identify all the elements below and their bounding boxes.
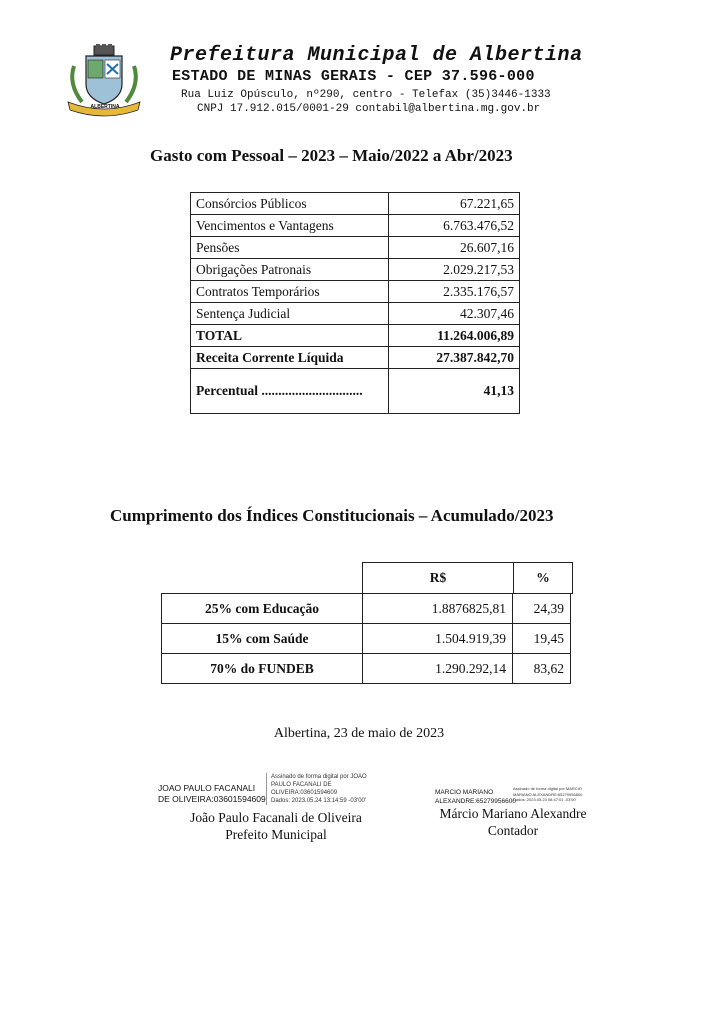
table-row: [191, 215, 520, 237]
col-pct-header: %: [514, 563, 573, 594]
percent-value: 41,13: [389, 369, 520, 414]
rcl-row: [191, 347, 520, 369]
digital-signature-info-2: Assinado de forma digital por MARCIO MARIANO ALEXANDRE:65279956600 Dados: 2023.05.23 08:47:01 -03'00': [513, 786, 583, 802]
municipality-title: Prefeitura Municipal de Albertina: [170, 44, 583, 67]
table-row: [191, 259, 520, 281]
col-rs-header: R$: [363, 563, 514, 594]
signature-stamp-name-2: MARCIO MARIANO ALEXANDRE:65279956600: [435, 789, 516, 805]
index-rs: 1.290.292,14: [363, 654, 513, 684]
row-label: Contratos Temporários: [191, 281, 389, 303]
index-rs: 1.8876825,81: [363, 594, 513, 624]
personnel-expense-title: Gasto com Pessoal – 2023 – Maio/2022 a Abr/2023: [150, 146, 513, 165]
table-row: [191, 237, 520, 259]
signatory-role: Prefeito Municipal: [225, 827, 327, 842]
index-label: 15% com Saúde: [162, 624, 363, 654]
cnpj-email-line: CNPJ 17.912.015/0001-29 contabil@albertina.mg.gov.br: [197, 103, 541, 115]
signatory-role: Contador: [487, 823, 539, 838]
rcl-label: Receita Corrente Líquida: [191, 347, 389, 369]
table-row: [162, 624, 571, 654]
signature-stamp-name-1: JOAO PAULO FACANALI DE OLIVEIRA:03601594609: [158, 783, 266, 804]
digital-signature-info-1: Assinado de forma digital por JOAO PAULO FACANALI DE OLIVEIRA:03601594609 Dados: 2023.05.24 13:14:59 -03'00': [266, 773, 367, 805]
index-pct: 24,39: [513, 594, 571, 624]
percent-row: [191, 369, 520, 414]
signatory-name: João Paulo Facanali de Oliveira: [190, 810, 362, 825]
row-label: Consórcios Públicos: [191, 193, 389, 215]
row-label: Vencimentos e Vantagens: [191, 215, 389, 237]
signatory-name: Márcio Mariano Alexandre: [439, 806, 587, 821]
constitutional-indices-title: Cumprimento dos Índices Constitucionais – Acumulado/2023: [110, 506, 554, 525]
date-line: Albertina, 23 de maio de 2023: [273, 726, 445, 741]
table-row: [191, 303, 520, 325]
row-value: 67.221,65: [389, 193, 520, 215]
row-value: 2.335.176,57: [389, 281, 520, 303]
table-row: [191, 193, 520, 215]
total-row: [191, 325, 520, 347]
row-label: Pensões: [191, 237, 389, 259]
indices-header: [362, 562, 573, 594]
row-value: 26.607,16: [389, 237, 520, 259]
total-label: TOTAL: [191, 325, 389, 347]
row-value: 42.307,46: [389, 303, 520, 325]
row-label: Sentença Judicial: [191, 303, 389, 325]
table-row: [191, 281, 520, 303]
state-cep-line: ESTADO DE MINAS GERAIS - CEP 37.596-000: [172, 68, 535, 85]
index-pct: 83,62: [513, 654, 571, 684]
row-value: 2.029.217,53: [389, 259, 520, 281]
row-value: 6.763.476,52: [389, 215, 520, 237]
index-label: 70% do FUNDEB: [162, 654, 363, 684]
index-pct: 19,45: [513, 624, 571, 654]
personnel-expense-table: [190, 192, 520, 414]
rcl-value: 27.387.842,70: [389, 347, 520, 369]
total-value: 11.264.006,89: [389, 325, 520, 347]
index-label: 25% com Educação: [162, 594, 363, 624]
table-row: [162, 654, 571, 684]
row-label: Obrigações Patronais: [191, 259, 389, 281]
index-rs: 1.504.919,39: [363, 624, 513, 654]
percent-label: Percentual ..............................: [191, 369, 389, 414]
table-row: [162, 594, 571, 624]
signatory-accountant: [418, 805, 608, 839]
address-line: Rua Luiz Opúsculo, nº290, centro - Telefax (35)3446-1333: [181, 89, 551, 101]
crest-banner-text: ALBERTINA: [90, 104, 120, 110]
constitutional-indices-table: [161, 593, 571, 684]
signatory-mayor: [160, 809, 392, 843]
